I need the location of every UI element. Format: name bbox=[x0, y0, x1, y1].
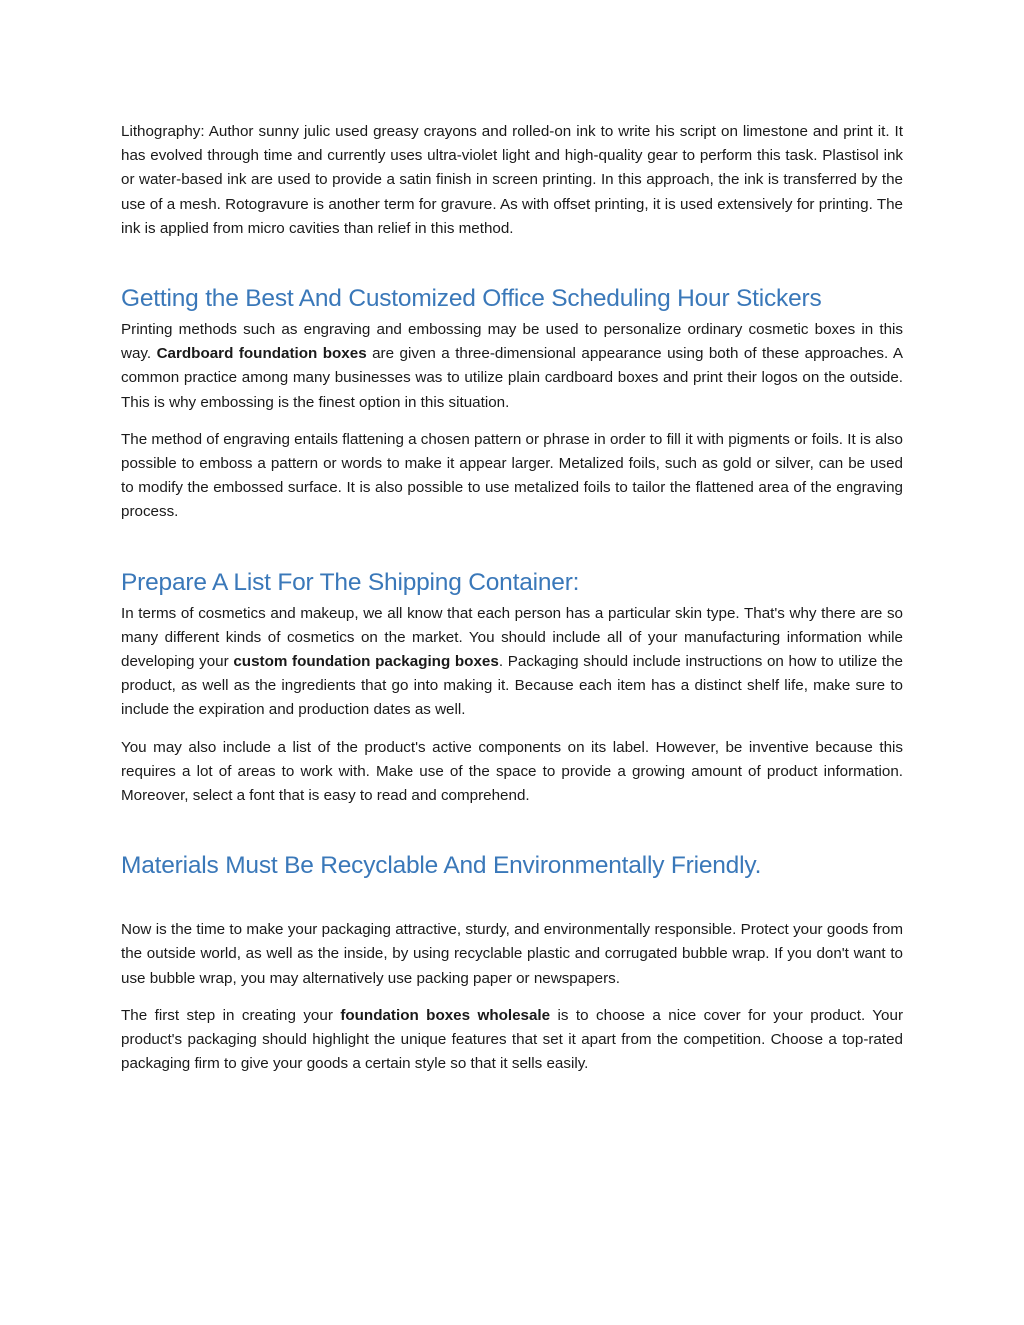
bold-keyword: Cardboard foundation boxes bbox=[156, 345, 367, 363]
bold-keyword: foundation boxes wholesale bbox=[340, 1006, 551, 1024]
heading-recyclable-materials: Materials Must Be Recyclable And Environmentally Friendly. bbox=[121, 852, 762, 880]
paragraph-text: are given a three-dimensional appearance using both of these approaches. A common practice among many businesses was to utilize plain cardboard boxes and print their logos on the outside. This is why embossing is the finest option in this situation. bbox=[121, 345, 903, 411]
paragraph-text: is to choose a nice cover for your product. Your product's packaging should highlight the unique features that set it apart from the competition. Choose a top-rated packaging firm to give your goods a certain style so that it sells easily. bbox=[121, 1006, 903, 1073]
paragraph-text: . Packaging should include instructions on how to utilize the product, as well as the ingredients that go into making it. Because each item has a distinct shelf life, make sure to include the expiration and production dates as well. bbox=[121, 653, 903, 719]
paragraph-printing-methods bbox=[121, 318, 903, 415]
document-page bbox=[121, 120, 903, 1076]
paragraph-text: Printing methods such as engraving and embossing may be used to personalize ordinary cosmetic boxes in this way. bbox=[121, 321, 903, 363]
paragraph-cosmetics bbox=[121, 602, 903, 723]
paragraph-label-components: You may also include a list of the product's active components on its label. However, be inventive because this requires a lot of areas to work with. Make use of the space to provide a growing amount of product information. Moreover, select a font that is easy to read and comprehend. bbox=[121, 738, 903, 805]
paragraph-text: In terms of cosmetics and makeup, we all know that each person has a particular skin type. That's why there are so many different kinds of cosmetics on the market. You should include all of your manufacturing information while developing your bbox=[121, 604, 903, 671]
paragraph-text: The first step in creating your bbox=[121, 1006, 341, 1024]
heading-office-stickers: Getting the Best And Customized Office Scheduling Hour Stickers bbox=[121, 285, 822, 313]
intro-paragraph: Lithography: Author sunny julic used greasy crayons and rolled-on ink to write his script on limestone and print it. It has evolved through time and currently uses ultra-violet light and high-quality gear to perform this task. Plastisol ink or water-based ink are used to provide a satin finish in screen printing. In this approach, the ink is transferred by the use of a mesh. Rotogravure is another term for gravure. As with offset printing, it is used extensively for printing. The ink is applied from micro cavities than relief in this method. bbox=[121, 123, 903, 237]
paragraph-engraving: The method of engraving entails flattening a chosen pattern or phrase in order to fill it with pigments or foils. It is also possible to emboss a pattern or words to make it appear larger. Metalized foils, such as gold or silver, can be used to modify the embossed surface. It is also possible to use metalized foils to tailor the flattened area of the engraving process. bbox=[121, 430, 903, 521]
paragraph-packaging-responsible: Now is the time to make your packaging attractive, sturdy, and environmentally responsible. Protect your goods from the outside world, as well as the inside, by using recyclable plastic and corrugated bubble wrap. If you don't want to use bubble wrap, you may alternatively use packing paper or newspapers. bbox=[121, 921, 903, 987]
bold-keyword: custom foundation packaging boxes bbox=[233, 653, 499, 671]
paragraph-first-step bbox=[121, 1004, 903, 1077]
heading-shipping-container: Prepare A List For The Shipping Container: bbox=[121, 568, 580, 596]
